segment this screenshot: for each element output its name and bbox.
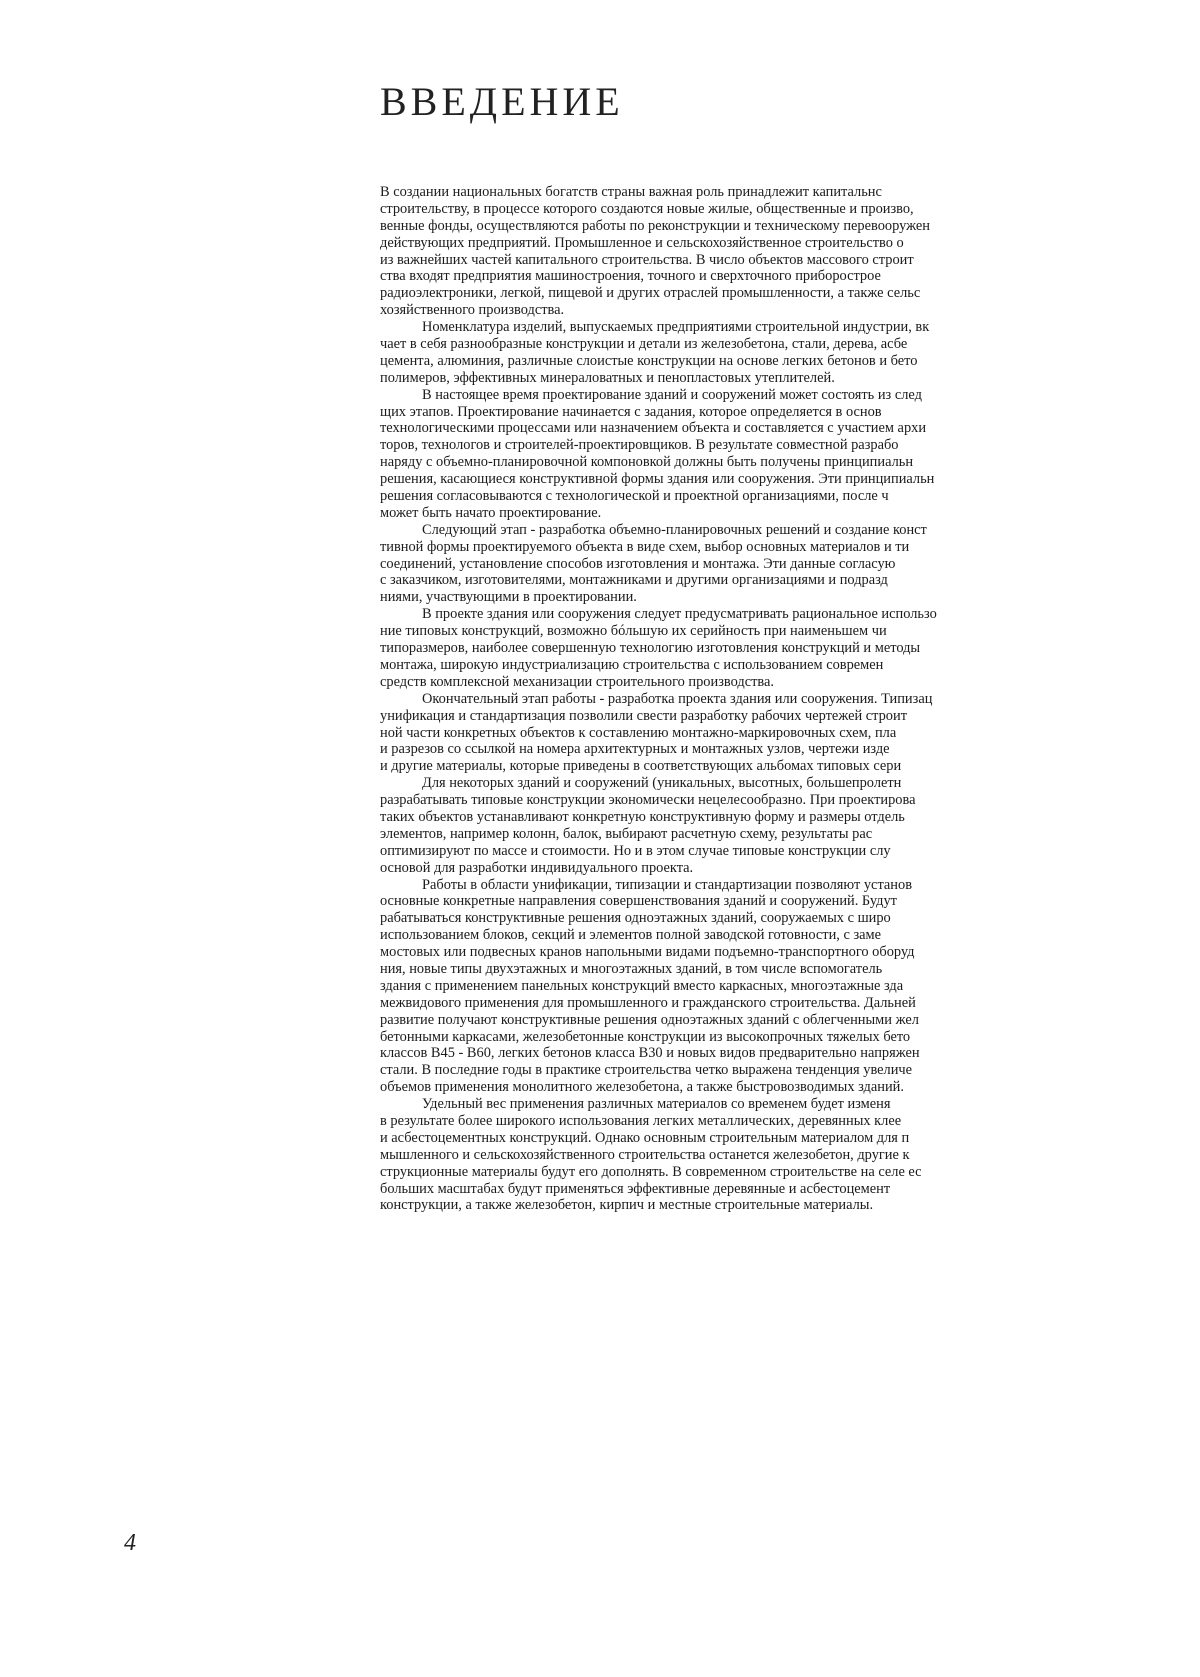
text-line: в результате более широкого использования легких металлических, деревянных клее <box>380 1112 902 1129</box>
text-line: и другие материалы, которые приведены в соответствующих альбомах типовых сери <box>380 758 902 775</box>
text-line: В создании национальных богатств страны важная роль принадлежит капитальнс <box>380 184 882 200</box>
text-line: использованием блоков, секций и элементов полной заводской готовности, с заме <box>380 927 882 944</box>
text-line: Номенклатура изделий, выпускаемых предприятиями строительной индустрии, вк <box>422 319 930 336</box>
text-line: мышленного и сельскохозяйственного строительства останется железобетон, другие к <box>380 1146 910 1163</box>
text-line: оптимизируют по массе и стоимости. Но и в этом случае типовые конструкции слу <box>380 842 891 859</box>
text-line: решения согласовываются с технологической и проектной организациями, после ч <box>380 488 889 505</box>
text-line: и разрезов со ссылкой на номера архитектурных и монтажных узлов, чертежи изде <box>380 741 890 758</box>
text-line: решения, касающиеся конструктивной формы здания или сооружения. Эти принципиальн <box>380 471 935 488</box>
text-line: средств комплексной механизации строительного производства. <box>380 673 774 690</box>
text-line: ния, новые типы двухэтажных и многоэтажных зданий, в том числе вспомогатель <box>380 960 883 977</box>
text-line: конструкции, а также железобетон, кирпич и местные строительные материалы. <box>380 1197 874 1214</box>
text-line: стали. В последние годы в практике строительства четко выражена тенденция увеличе <box>380 1062 913 1079</box>
text-line: может быть начато проектирование. <box>380 504 602 521</box>
text-line: мостовых или подвесных кранов напольными видами подъемно-транспортного оборуд <box>380 944 915 961</box>
text-line: действующих предприятий. Промышленное и сельскохозяйственное строительство о <box>380 234 904 251</box>
text-line: классов В45 - В60, легких бетонов класса В30 и новых видов предварительно напряжен <box>380 1045 920 1062</box>
text-line: развитие получают конструктивные решения одноэтажных зданий с облегченными жел <box>380 1011 919 1028</box>
text-line: монтажа, широкую индустриализацию строительства с использованием современ <box>380 656 884 673</box>
text-line: типоразмеров, наиболее совершенную технологию изготовления конструкций и методы <box>380 640 921 657</box>
text-line: из важнейших частей капитального строительства. В число объектов массового строит <box>380 251 914 268</box>
text-line: Работы в области унификации, типизации и стандартизации позволяют установ <box>422 876 912 893</box>
text-line: радиоэлектроники, легкой, пищевой и других отраслей промышленности, а также сельс <box>380 285 921 302</box>
text-line: венные фонды, осуществляются работы по реконструкции и техническому перевооружен <box>380 217 930 234</box>
text-line: цемента, алюминия, различные слоистые конструкции на основе легких бетонов и бето <box>380 352 918 369</box>
text-line: струкционные материалы будут его дополнять. В современном строительстве на селе ес <box>380 1163 922 1180</box>
page-number: 4 <box>124 1530 136 1556</box>
text-line: бетонными каркасами, железобетонные конструкции из высокопрочных тяжелых бето <box>380 1028 911 1045</box>
text-line: рабатываться конструктивные решения одноэтажных зданий, сооружаемых с широ <box>380 910 891 927</box>
text-line: основой для разработки индивидуального проекта. <box>380 859 694 876</box>
text-line: соединений, установление способов изготовления и монтажа. Эти данные согласую <box>380 555 896 572</box>
text-line: чает в себя разнообразные конструкции и детали из железобетона, стали, дерева, асбе <box>380 336 908 353</box>
text-line: В проекте здания или сооружения следует предусматривать рациональное использо <box>422 606 937 623</box>
text-line: хозяйственного производства. <box>380 302 565 319</box>
text-line: объемов применения монолитного железобетона, а также быстровозводимых зданий. <box>380 1079 904 1096</box>
text-line: наряду с объемно-планировочной компоновкой должны быть получены принципиальн <box>380 454 914 471</box>
text-line: ной части конкретных объектов к составлению монтажно-маркировочных схем, пла <box>380 724 897 741</box>
text-line: разрабатывать типовые конструкции экономически нецелесообразно. При проектирова <box>380 792 916 809</box>
body-text <box>380 184 1160 1214</box>
text-line: ние типовых конструкций, возможно бóльшую их серийность при наименьшем чи <box>380 623 887 640</box>
text-line: элементов, например колонн, балок, выбирают расчетную схему, результаты рас <box>380 825 873 842</box>
text-line: унификация и стандартизация позволили свести разработку рабочих чертежей строит <box>380 707 907 724</box>
text-line: тивной формы проектируемого объекта в виде схем, выбор основных материалов и ти <box>380 538 910 555</box>
text-line: основные конкретные направления совершенствования зданий и сооружений. Будут <box>380 893 897 910</box>
text-line: больших масштабах будут применяться эффективные деревянные и асбестоцемент <box>380 1180 891 1197</box>
text-line: межвидового применения для промышленного и гражданского строительства. Дальней <box>380 994 916 1011</box>
text-line: и асбестоцементных конструкций. Однако основным строительным материалом для п <box>380 1129 910 1146</box>
text-line: Следующий этап - разработка объемно-планировочных решений и создание конст <box>422 521 927 538</box>
text-line: Для некоторых зданий и сооружений (уникальных, высотных, большепролетн <box>422 775 902 792</box>
text-line: Удельный вес применения различных материалов со временем будет изменя <box>422 1096 891 1113</box>
text-line: торов, технологов и строителей-проектировщиков. В результате совместной разрабо <box>380 437 899 454</box>
page-title: ВВЕДЕНИЕ <box>380 79 624 124</box>
text-line: Окончательный этап работы - разработка проекта здания или сооружения. Типизац <box>422 690 933 707</box>
text-line: ниями, участвующими в проектировании. <box>380 589 637 606</box>
text-line: ства входят предприятия машиностроения, точного и сверхточного приборострое <box>380 268 881 285</box>
text-line: щих этапов. Проектирование начинается с задания, которое определяется в основ <box>380 403 882 420</box>
text-line: с заказчиком, изготовителями, монтажниками и другими организациями и подразд <box>380 572 888 589</box>
text-line: здания с применением панельных конструкций вместо каркасных, многоэтажные зда <box>380 977 904 994</box>
text-line: строительству, в процессе которого создаются новые жилые, общественные и произво, <box>380 200 914 217</box>
text-line: полимеров, эффективных минераловатных и пенопластовых утеплителей. <box>380 369 835 386</box>
text-line: В настоящее время проектирование зданий и сооружений может состоять из след <box>422 386 922 403</box>
text-line: таких объектов устанавливают конкретную конструктивную форму и размеры отдель <box>380 808 905 825</box>
text-line: технологическими процессами или назначением объекта и составляется с участием архи <box>380 420 927 437</box>
